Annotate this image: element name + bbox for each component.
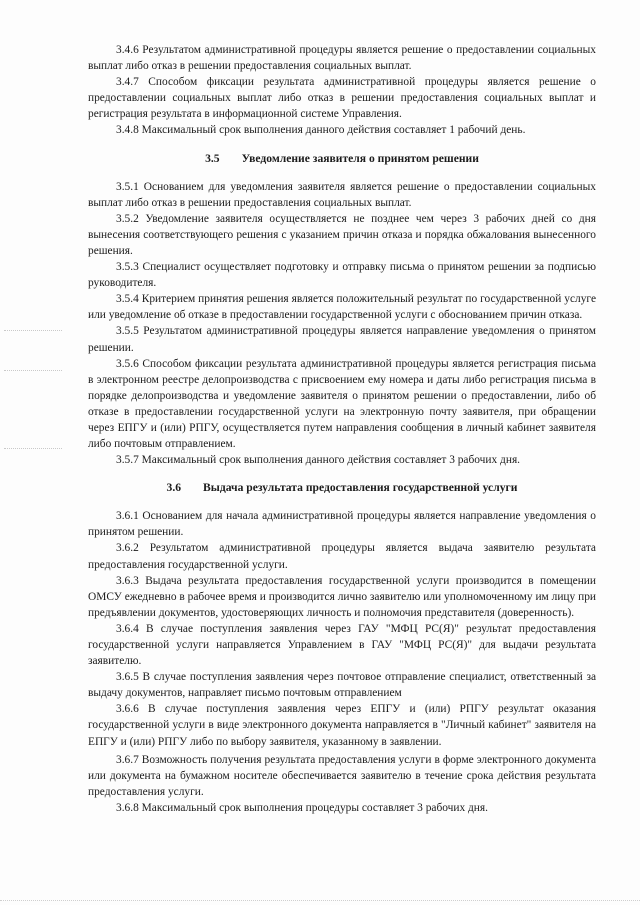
- section-number: 3.5: [205, 151, 220, 165]
- page-bottom-edge: [0, 900, 640, 901]
- paragraph-3-6-6: 3.6.6 В случае поступления заявления через ЕПГУ и (или) РПГУ результат оказания государственной услуги в виде электронного документа направляется в "Личный кабинет" заявителя на ЕПГУ и (или) РПГУ либо по выбору заявителя, указанному в заявлении.: [88, 703, 596, 748]
- section-number: 3.6: [166, 481, 182, 495]
- paragraph-3-6-1: 3.6.1 Основанием для начала административной процедуры является направление уведомления о принятом решении.: [88, 510, 596, 539]
- paragraph-3-6-2: 3.6.2 Результатом административной процедуры является выдача заявителю результата предоставления государственной услуги.: [88, 542, 596, 571]
- paragraph-3-6-3: 3.6.3 Выдача результата предоставления государственной услуги производится в помещении ОМСУ ежедневно в рабочее время и производится лично заявителю или уполномоченному им лицу при предъявлении документов, удостоверяющих личность и полномочия представителя (доверенность).: [88, 574, 596, 619]
- paragraph-group-b: [88, 179, 596, 469]
- paragraph-3-6-4: 3.6.4 В случае поступления заявления через ГАУ "МФЦ РС(Я)" результат предоставления государственной услуги направляется Управлением в ГАУ "МФЦ РС(Я)" для выдачи результата заявителю.: [88, 622, 596, 668]
- paragraph-3-4-7: 3.4.7 Способом фиксации результата административной процедуры является решение о предоставлении социальных выплат либо отказ в решении предоставления социальных выплат и регистрация результата в информационной системе Управления.: [88, 76, 596, 121]
- scan-mark: [4, 370, 62, 371]
- paragraph-3-6-7: 3.6.7 Возможность получения результата предоставления услуги в форме электронного документа или документа на бумажном носителе обеспечивается заявителю в течение срока действия результата предоставления услуги.: [88, 753, 596, 798]
- paragraph-3-5-1: 3.5.1 Основанием для уведомления заявителя является решение о предоставлении социальных выплат либо отказ в решении предоставления социальных выплат.: [88, 180, 596, 209]
- paragraph-3-6-8: 3.6.8 Максимальный срок выполнения процедуры составляет 3 рабочих дня.: [116, 801, 488, 814]
- scan-mark: [4, 448, 62, 449]
- paragraph-3-6-5: 3.6.5 В случае поступления заявления через почтовое отправление специалист, ответственный за выдачу документов, направляет письмо почтовым отправлением: [88, 671, 596, 700]
- paragraph-group-a: [88, 42, 596, 139]
- section-title: Выдача результата предоставления государственной услуги: [203, 481, 518, 495]
- paragraph-3-5-3: 3.5.3 Специалист осуществляет подготовку и отправку письма о принятом решении за подписью руководителя.: [88, 261, 596, 290]
- paragraph-group-c: [88, 508, 596, 816]
- paragraph-3-4-6: 3.4.6 Результатом административной процедуры является решение о предоставлении социальных выплат либо отказ в решении предоставления социальных выплат.: [88, 44, 596, 73]
- paragraph-3-5-6: 3.5.6 Способом фиксации результата административной процедуры является регистрация письма в электронном реестре делопроизводства с присвоением ему номера и даты либо регистрация письма в порядке делопроизводства и уведомление заявителя о принятом решении о предоставлении, либо об отказе в предоставлении государственной услуги на электронную почту заявителя, при обращении через ЕПГУ и (или) РПГУ, осуществляется путем направления сообщения в личный кабинет заявителя либо почтовым отправлением.: [88, 357, 596, 451]
- paragraph-3-5-5: 3.5.5 Результатом административной процедуры является направление уведомления о принятом решении.: [88, 325, 596, 354]
- scan-mark: [4, 330, 62, 331]
- section-heading-3-5: [88, 151, 596, 167]
- document-body: [88, 42, 596, 816]
- paragraph-3-5-4: 3.5.4 Критерием принятия решения является положительный результат по государственной услуге или уведомление об отказе в предоставлении государственной услуги с обоснованием причин отказа.: [88, 293, 596, 322]
- paragraph-3-5-7: 3.5.7 Максимальный срок выполнения данного действия составляет 3 рабочих дня.: [116, 454, 521, 467]
- paragraph-3-4-8: 3.4.8 Максимальный срок выполнения данного действия составляет 1 рабочий день.: [116, 124, 526, 137]
- paragraph-3-5-2: 3.5.2 Уведомление заявителя осуществляется не позднее чем через 3 рабочих дней со дня вынесения соответствующего решения с указанием причин отказа и порядка обжалования вынесенного решения.: [88, 212, 596, 257]
- section-title: Уведомление заявителя о принятом решении: [241, 151, 479, 165]
- scan-margin-marks: [4, 330, 64, 450]
- section-heading-3-6: [88, 480, 596, 496]
